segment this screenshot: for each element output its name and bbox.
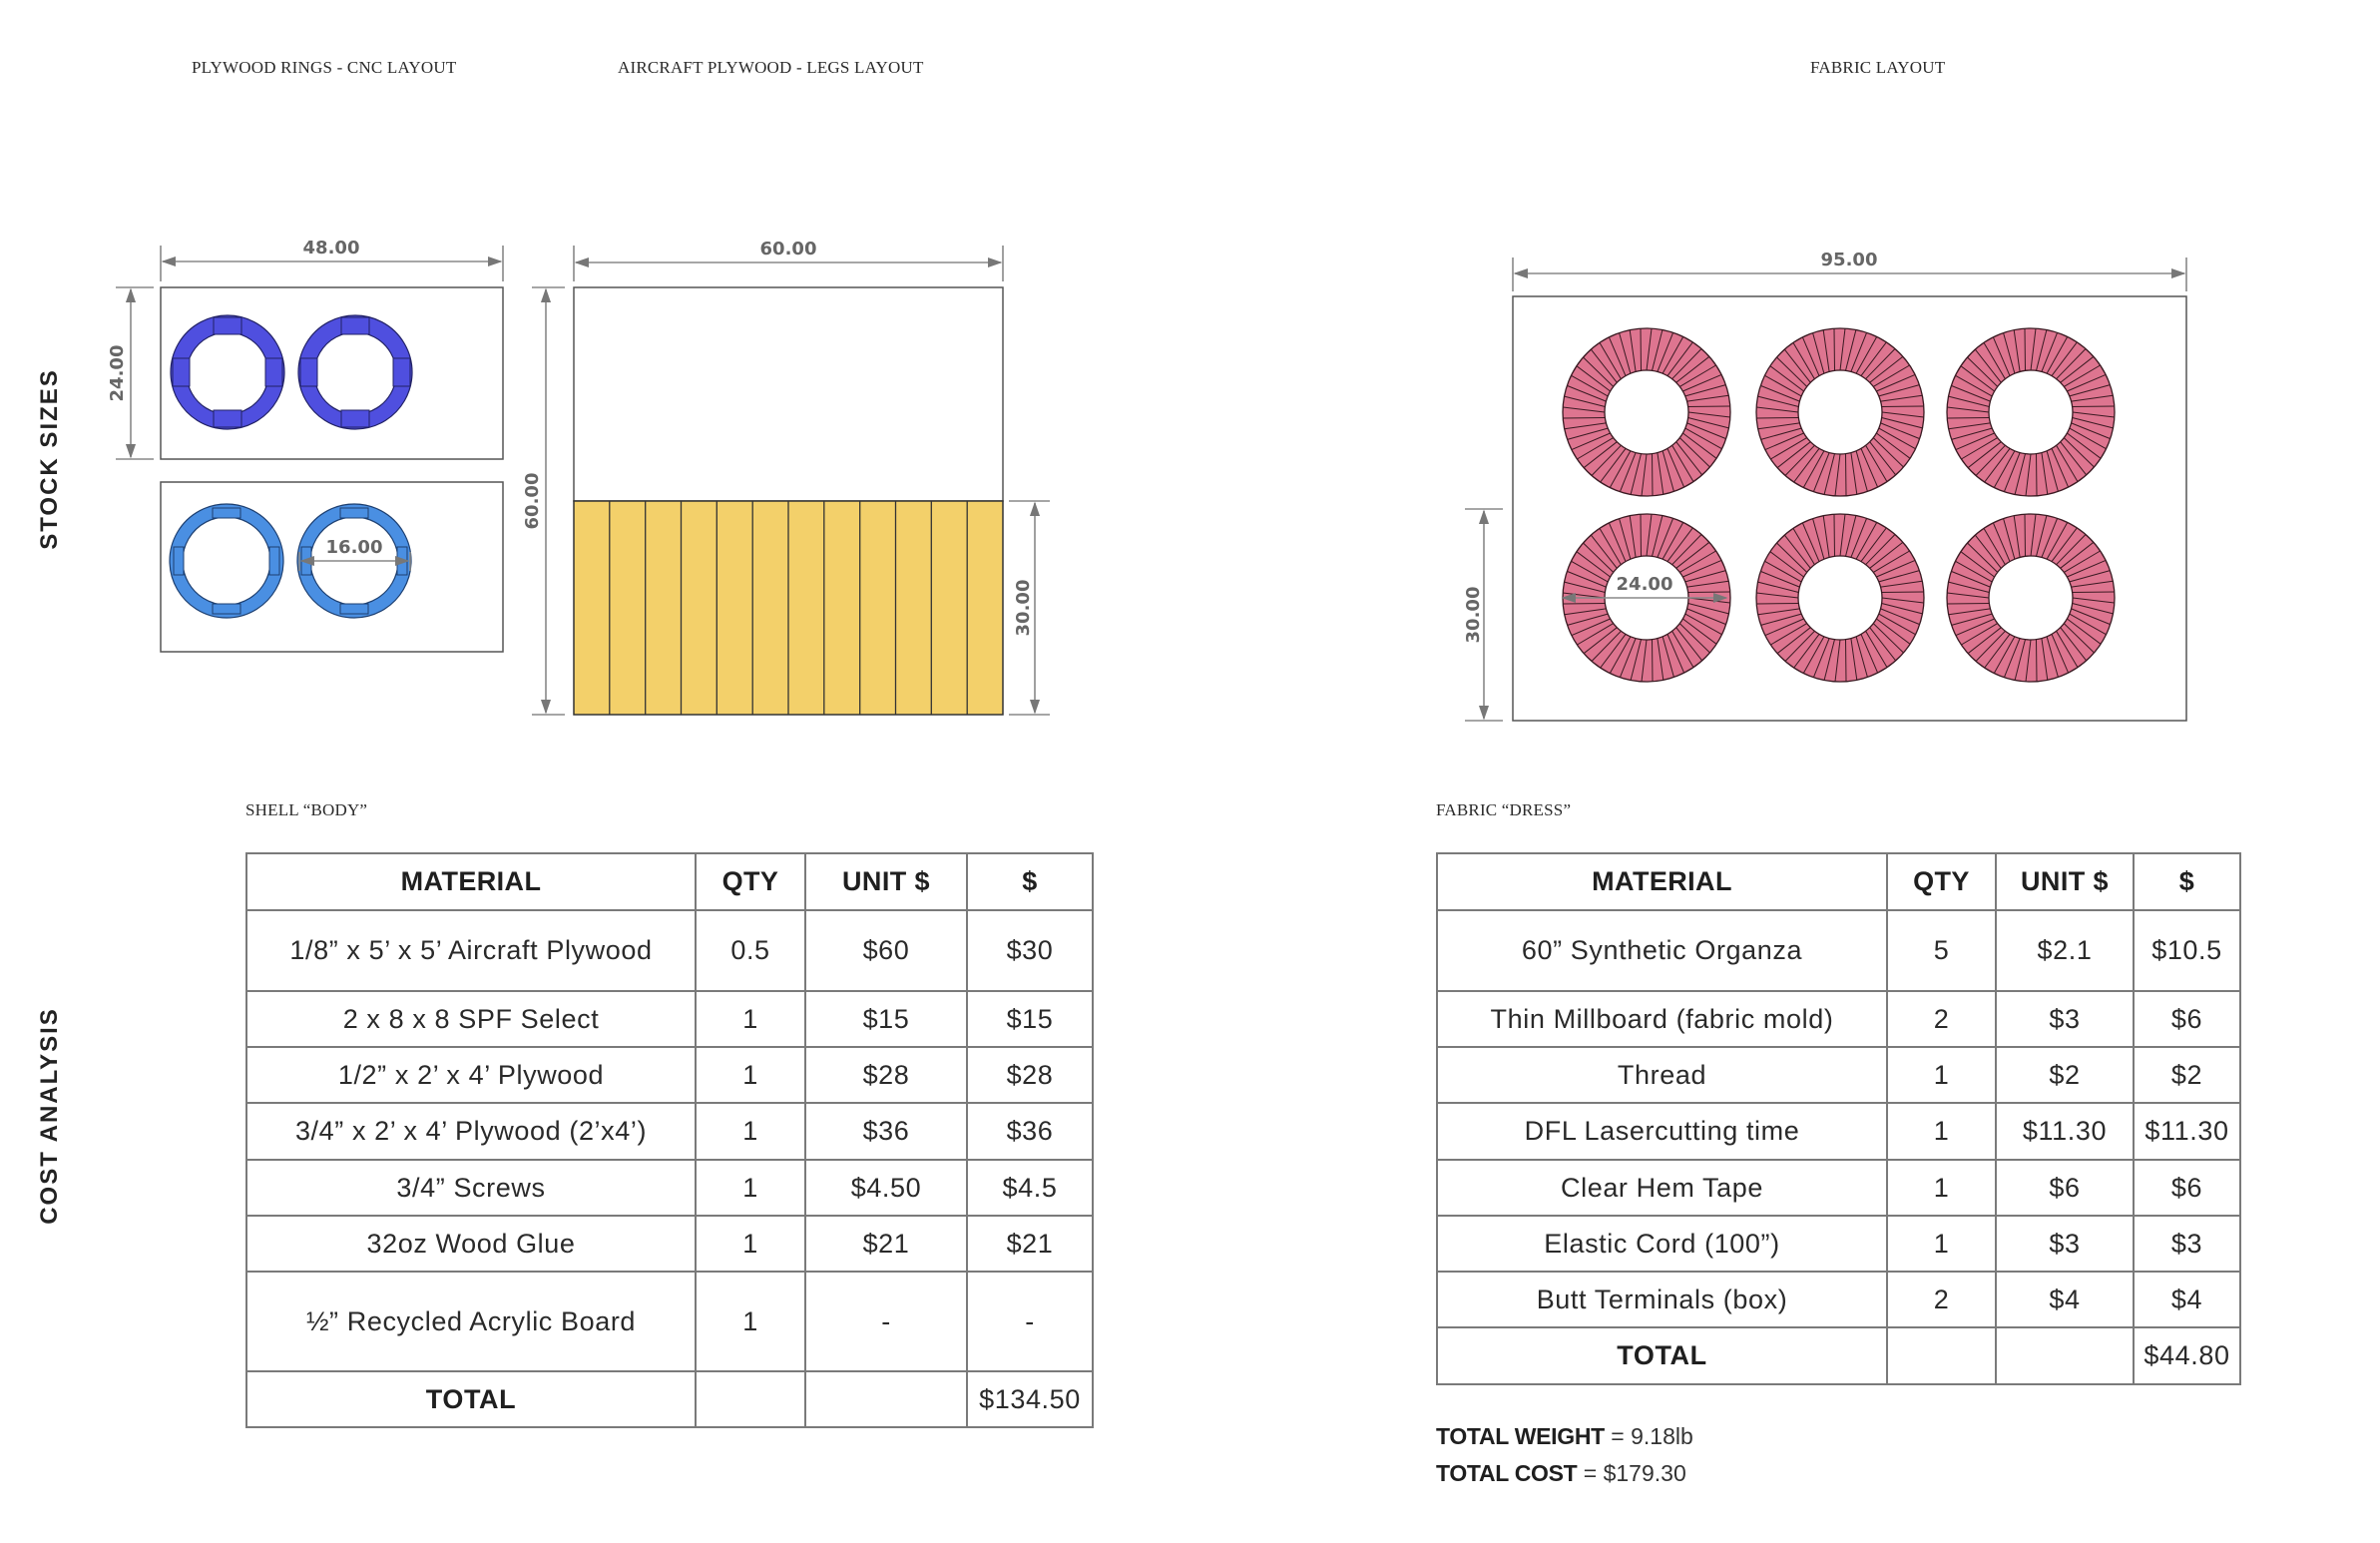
cell-material: 2 x 8 x 8 SPF Select [246, 991, 696, 1047]
total-weight-line [1436, 1423, 1693, 1450]
cell-material: Butt Terminals (box) [1437, 1272, 1887, 1327]
cnc-layout-drawing [107, 238, 503, 652]
fabric-ring [1947, 514, 2115, 682]
table-header-row [1437, 853, 2240, 910]
legs-sheet [574, 287, 1003, 501]
cell-unit-price: $21 [805, 1216, 967, 1272]
fabric-width-label: 95.00 [1820, 250, 1878, 270]
total-label: TOTAL [1437, 1327, 1887, 1384]
cnc-ring-top-1 [171, 315, 284, 429]
cnc-width-label: 48.00 [302, 238, 360, 258]
cell-total: $4.5 [967, 1160, 1093, 1216]
fabric-rings [1563, 328, 2115, 682]
fabric-layout-drawing [1463, 250, 2186, 721]
cell-material: Thread [1437, 1047, 1887, 1103]
heading-fabric-layout: FABRIC LAYOUT [1810, 58, 1946, 77]
fabric-ring [1563, 328, 1730, 496]
heading-cnc-layout: PLYWOOD RINGS - CNC LAYOUT [192, 58, 457, 77]
cnc-sheet-1 [161, 287, 503, 459]
legs-layout-drawing [522, 239, 1050, 715]
fabric-ring [1756, 514, 1924, 682]
legs-strips [574, 501, 1003, 715]
total-cost-value: = $179.30 [1583, 1460, 1686, 1486]
header-qty: QTY [696, 853, 805, 910]
cell-unit-price: $28 [805, 1047, 967, 1103]
total-label: TOTAL [246, 1371, 696, 1427]
table-row [1437, 1216, 2240, 1272]
shell-cost-table [245, 852, 1094, 1428]
total-weight-label: TOTAL WEIGHT [1436, 1423, 1605, 1449]
cell-material: 1/2” x 2’ x 4’ Plywood [246, 1047, 696, 1103]
cell-material: 3/4” Screws [246, 1160, 696, 1216]
total-unit-empty [805, 1371, 967, 1427]
cell-unit-price: $60 [805, 910, 967, 991]
cell-total: $4 [2134, 1272, 2240, 1327]
table-row [246, 1103, 1093, 1160]
cell-total: $10.5 [2134, 910, 2240, 991]
cell-material: Elastic Cord (100”) [1437, 1216, 1887, 1272]
cnc-height-label: 24.00 [107, 344, 128, 402]
cell-total: $11.30 [2134, 1103, 2240, 1160]
cell-unit-price: - [805, 1272, 967, 1371]
fabric-table-caption: FABRIC “DRESS” [1436, 800, 1572, 819]
cell-qty: 1 [696, 991, 805, 1047]
fabric-height-label: 30.00 [1463, 586, 1484, 644]
cell-qty: 2 [1887, 991, 1996, 1047]
cell-unit-price: $6 [1996, 1160, 2134, 1216]
cell-total: $3 [2134, 1216, 2240, 1272]
header-unit-price: UNIT $ [805, 853, 967, 910]
cell-unit-price: $4.50 [805, 1160, 967, 1216]
cell-unit-price: $3 [1996, 1216, 2134, 1272]
shell-table-caption: SHELL “BODY” [245, 800, 368, 819]
table-row [246, 910, 1093, 991]
cell-qty: 0.5 [696, 910, 805, 991]
cell-qty: 1 [696, 1216, 805, 1272]
cell-unit-price: $3 [1996, 991, 2134, 1047]
cell-material: 32oz Wood Glue [246, 1216, 696, 1272]
total-cost-label: TOTAL COST [1436, 1460, 1578, 1486]
table-total-row [1437, 1327, 2240, 1384]
table-row [246, 1047, 1093, 1103]
cell-total: $15 [967, 991, 1093, 1047]
cell-qty: 1 [1887, 1160, 1996, 1216]
fabric-ring [1947, 328, 2115, 496]
legs-strip-height-label: 30.00 [1013, 579, 1034, 637]
table-row [246, 1160, 1093, 1216]
cell-unit-price: $15 [805, 991, 967, 1047]
side-label-stock-sizes: STOCK SIZES [36, 368, 63, 550]
cell-qty: 1 [1887, 1103, 1996, 1160]
table-header-row [246, 853, 1093, 910]
cell-qty: 1 [1887, 1047, 1996, 1103]
header-total: $ [2134, 853, 2240, 910]
cell-material: 60” Synthetic Organza [1437, 910, 1887, 991]
table-row [246, 1272, 1093, 1371]
cell-material: Thin Millboard (fabric mold) [1437, 991, 1887, 1047]
table-row [1437, 991, 2240, 1047]
table-row [1437, 1103, 2240, 1160]
cell-qty: 1 [696, 1103, 805, 1160]
cell-total: $6 [2134, 991, 2240, 1047]
cell-total: $30 [967, 910, 1093, 991]
cell-material: DFL Lasercutting time [1437, 1103, 1887, 1160]
total-unit-empty [1996, 1327, 2134, 1384]
total-value: $134.50 [967, 1371, 1093, 1427]
total-cost-line [1436, 1460, 1686, 1487]
total-qty-empty [696, 1371, 805, 1427]
cnc-ring-diameter-label: 16.00 [325, 537, 383, 558]
table-row [246, 1216, 1093, 1272]
header-qty: QTY [1887, 853, 1996, 910]
cell-qty: 1 [696, 1272, 805, 1371]
header-material: MATERIAL [246, 853, 696, 910]
cell-qty: 1 [696, 1047, 805, 1103]
cell-unit-price: $11.30 [1996, 1103, 2134, 1160]
legs-width-label: 60.00 [759, 239, 817, 259]
cnc-ring-bottom-1 [170, 504, 283, 618]
cell-unit-price: $2 [1996, 1047, 2134, 1103]
table-row [1437, 910, 2240, 991]
header-total: $ [967, 853, 1093, 910]
cell-total: $28 [967, 1047, 1093, 1103]
cell-qty: 5 [1887, 910, 1996, 991]
heading-legs-layout: AIRCRAFT PLYWOOD - LEGS LAYOUT [618, 58, 924, 77]
cell-material: Clear Hem Tape [1437, 1160, 1887, 1216]
header-material: MATERIAL [1437, 853, 1887, 910]
cell-unit-price: $36 [805, 1103, 967, 1160]
cell-total: - [967, 1272, 1093, 1371]
table-row [1437, 1272, 2240, 1327]
fabric-ring-diameter-label: 24.00 [1616, 574, 1673, 595]
fabric-ring [1756, 328, 1924, 496]
cnc-ring-top-2 [298, 315, 412, 429]
cell-unit-price: $4 [1996, 1272, 2134, 1327]
table-total-row [246, 1371, 1093, 1427]
table-row [246, 991, 1093, 1047]
cell-qty: 2 [1887, 1272, 1996, 1327]
cell-total: $21 [967, 1216, 1093, 1272]
legs-height-label: 60.00 [522, 472, 543, 530]
total-weight-value: = 9.18lb [1611, 1423, 1693, 1449]
total-qty-empty [1887, 1327, 1996, 1384]
side-label-cost-analysis: COST ANALYSIS [36, 1007, 63, 1225]
total-value: $44.80 [2134, 1327, 2240, 1384]
cell-qty: 1 [696, 1160, 805, 1216]
fabric-cost-table [1436, 852, 2241, 1385]
header-unit-price: UNIT $ [1996, 853, 2134, 910]
cell-total: $36 [967, 1103, 1093, 1160]
cell-unit-price: $2.1 [1996, 910, 2134, 991]
table-row [1437, 1160, 2240, 1216]
cell-total: $6 [2134, 1160, 2240, 1216]
cell-material: 1/8” x 5’ x 5’ Aircraft Plywood [246, 910, 696, 991]
cell-qty: 1 [1887, 1216, 1996, 1272]
cell-material: ½” Recycled Acrylic Board [246, 1272, 696, 1371]
cell-material: 3/4” x 2’ x 4’ Plywood (2’x4’) [246, 1103, 696, 1160]
table-row [1437, 1047, 2240, 1103]
cell-total: $2 [2134, 1047, 2240, 1103]
